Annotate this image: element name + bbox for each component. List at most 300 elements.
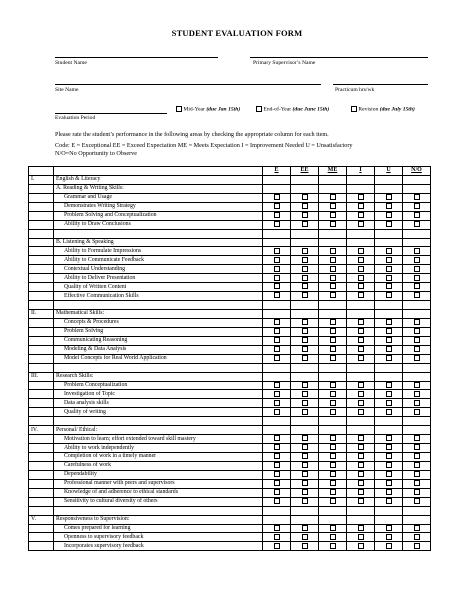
rating-checkbox-i[interactable] bbox=[358, 435, 364, 441]
rating-cell bbox=[375, 256, 403, 265]
rating-checkbox-no[interactable] bbox=[414, 489, 420, 495]
rating-cell bbox=[291, 444, 319, 453]
rating-checkbox-me[interactable] bbox=[330, 382, 336, 388]
section-number bbox=[29, 461, 54, 470]
section-number bbox=[29, 301, 54, 310]
rating-cell bbox=[347, 220, 375, 229]
rating-checkbox-i[interactable] bbox=[358, 498, 364, 504]
rating-checkbox-e[interactable] bbox=[274, 355, 280, 361]
rating-checkbox-ee[interactable] bbox=[302, 453, 308, 459]
end-year-option[interactable] bbox=[256, 106, 329, 112]
item-label bbox=[54, 363, 263, 372]
rating-checkbox-u[interactable] bbox=[386, 525, 392, 531]
rating-checkbox-me[interactable] bbox=[330, 480, 336, 486]
end-year-label: End-of-Year bbox=[263, 106, 292, 113]
rating-checkbox-u[interactable] bbox=[386, 319, 392, 325]
rating-cell bbox=[319, 399, 347, 408]
rating-checkbox-no[interactable] bbox=[414, 391, 420, 397]
rating-checkbox-u[interactable] bbox=[386, 543, 392, 549]
rating-cell bbox=[347, 426, 375, 435]
rating-cell bbox=[375, 238, 403, 247]
rating-checkbox-me[interactable] bbox=[330, 498, 336, 504]
rating-checkbox-e[interactable] bbox=[274, 471, 280, 477]
rating-cell bbox=[263, 533, 291, 542]
rating-cell bbox=[347, 506, 375, 515]
rating-checkbox-me[interactable] bbox=[330, 337, 336, 343]
rating-checkbox-i[interactable] bbox=[358, 248, 364, 254]
rating-checkbox-e[interactable] bbox=[274, 212, 280, 218]
table-row bbox=[29, 184, 431, 193]
rating-checkbox-no[interactable] bbox=[414, 355, 420, 361]
rating-checkbox-me[interactable] bbox=[330, 525, 336, 531]
rating-cell bbox=[403, 426, 431, 435]
revision-due: (due July 15th) bbox=[379, 106, 415, 113]
rating-checkbox-i[interactable] bbox=[358, 400, 364, 406]
table-row bbox=[29, 327, 431, 336]
rating-checkbox-no[interactable] bbox=[414, 462, 420, 468]
rating-checkbox-ee[interactable] bbox=[302, 275, 308, 281]
rating-cell bbox=[347, 175, 375, 184]
rating-checkbox-me[interactable] bbox=[330, 489, 336, 495]
mid-year-checkbox[interactable] bbox=[176, 106, 182, 112]
rating-checkbox-e[interactable] bbox=[274, 400, 280, 406]
rating-checkbox-me[interactable] bbox=[330, 435, 336, 441]
rating-checkbox-i[interactable] bbox=[358, 391, 364, 397]
rating-checkbox-no[interactable] bbox=[414, 257, 420, 263]
rating-cell bbox=[291, 220, 319, 229]
site-name-field[interactable] bbox=[55, 84, 321, 85]
rating-checkbox-i[interactable] bbox=[358, 444, 364, 450]
rating-checkbox-u[interactable] bbox=[386, 283, 392, 289]
rating-cell bbox=[263, 229, 291, 238]
rating-checkbox-ee[interactable] bbox=[302, 409, 308, 415]
item-label bbox=[54, 506, 263, 515]
rating-checkbox-ee[interactable] bbox=[302, 283, 308, 289]
section-number bbox=[29, 345, 54, 354]
site-name-label: Site Name bbox=[55, 87, 79, 93]
section-number bbox=[29, 292, 54, 301]
item-label: Model Concepts for Real World Application bbox=[54, 354, 263, 363]
rating-checkbox-no[interactable] bbox=[414, 319, 420, 325]
rating-checkbox-me[interactable] bbox=[330, 221, 336, 227]
rating-cell bbox=[375, 453, 403, 462]
rating-cell bbox=[319, 417, 347, 426]
rating-cell bbox=[375, 444, 403, 453]
rating-checkbox-i[interactable] bbox=[358, 292, 364, 298]
rating-checkbox-i[interactable] bbox=[358, 275, 364, 281]
rating-checkbox-ee[interactable] bbox=[302, 462, 308, 468]
rating-checkbox-ee[interactable] bbox=[302, 212, 308, 218]
rating-cell bbox=[319, 238, 347, 247]
rating-checkbox-no[interactable] bbox=[414, 275, 420, 281]
rating-cell bbox=[375, 345, 403, 354]
rating-checkbox-e[interactable] bbox=[274, 382, 280, 388]
revision-option[interactable] bbox=[351, 106, 415, 112]
section-number bbox=[29, 238, 54, 247]
rating-checkbox-i[interactable] bbox=[358, 462, 364, 468]
rating-checkbox-u[interactable] bbox=[386, 409, 392, 415]
rating-cell bbox=[347, 533, 375, 542]
rating-cell bbox=[291, 488, 319, 497]
rating-checkbox-u[interactable] bbox=[386, 337, 392, 343]
rating-checkbox-ee[interactable] bbox=[302, 346, 308, 352]
rating-cell bbox=[319, 292, 347, 301]
rating-checkbox-no[interactable] bbox=[414, 292, 420, 298]
table-row bbox=[29, 435, 431, 444]
rating-checkbox-e[interactable] bbox=[274, 248, 280, 254]
table-row bbox=[29, 265, 431, 274]
rating-cell bbox=[319, 524, 347, 533]
supervisor-name-field[interactable] bbox=[250, 57, 428, 58]
rating-checkbox-no[interactable] bbox=[414, 525, 420, 531]
rating-checkbox-e[interactable] bbox=[274, 480, 280, 486]
item-label: Problem Solving bbox=[54, 327, 263, 336]
table-row bbox=[29, 301, 431, 310]
rating-checkbox-i[interactable] bbox=[358, 319, 364, 325]
rating-checkbox-i[interactable] bbox=[358, 203, 364, 209]
rating-cell bbox=[263, 193, 291, 202]
rating-checkbox-u[interactable] bbox=[386, 203, 392, 209]
rating-cell bbox=[291, 238, 319, 247]
rating-cell bbox=[263, 265, 291, 274]
rating-cell bbox=[347, 265, 375, 274]
rating-checkbox-i[interactable] bbox=[358, 409, 364, 415]
rating-cell bbox=[291, 417, 319, 426]
student-name-field[interactable] bbox=[55, 57, 218, 58]
rating-checkbox-e[interactable] bbox=[274, 462, 280, 468]
rating-checkbox-e[interactable] bbox=[274, 489, 280, 495]
rating-checkbox-ee[interactable] bbox=[302, 248, 308, 254]
rating-checkbox-e[interactable] bbox=[274, 221, 280, 227]
rating-checkbox-u[interactable] bbox=[386, 221, 392, 227]
end-year-checkbox[interactable] bbox=[256, 106, 262, 112]
rating-checkbox-ee[interactable] bbox=[302, 194, 308, 200]
rating-checkbox-me[interactable] bbox=[330, 453, 336, 459]
rating-checkbox-me[interactable] bbox=[330, 355, 336, 361]
rating-checkbox-me[interactable] bbox=[330, 444, 336, 450]
rating-checkbox-me[interactable] bbox=[330, 534, 336, 540]
rating-checkbox-no[interactable] bbox=[414, 212, 420, 218]
table-row bbox=[29, 426, 431, 435]
rating-checkbox-u[interactable] bbox=[386, 471, 392, 477]
rating-checkbox-e[interactable] bbox=[274, 453, 280, 459]
rating-checkbox-i[interactable] bbox=[358, 355, 364, 361]
item-label: Personal/ Ethical: bbox=[54, 426, 263, 435]
rating-checkbox-u[interactable] bbox=[386, 328, 392, 334]
table-header-row bbox=[29, 167, 431, 176]
rating-checkbox-no[interactable] bbox=[414, 382, 420, 388]
rating-checkbox-u[interactable] bbox=[386, 534, 392, 540]
mid-year-option[interactable] bbox=[176, 106, 240, 112]
rating-checkbox-no[interactable] bbox=[414, 328, 420, 334]
rating-cell bbox=[319, 461, 347, 470]
rating-checkbox-u[interactable] bbox=[386, 480, 392, 486]
rating-checkbox-me[interactable] bbox=[330, 409, 336, 415]
rating-checkbox-no[interactable] bbox=[414, 248, 420, 254]
rating-checkbox-ee[interactable] bbox=[302, 498, 308, 504]
rating-checkbox-e[interactable] bbox=[274, 409, 280, 415]
rating-checkbox-i[interactable] bbox=[358, 328, 364, 334]
rating-cell bbox=[319, 229, 347, 238]
rating-checkbox-u[interactable] bbox=[386, 453, 392, 459]
rating-cell bbox=[403, 247, 431, 256]
rating-cell bbox=[263, 444, 291, 453]
rating-checkbox-ee[interactable] bbox=[302, 221, 308, 227]
rating-checkbox-ee[interactable] bbox=[302, 203, 308, 209]
rating-checkbox-me[interactable] bbox=[330, 462, 336, 468]
rating-checkbox-i[interactable] bbox=[358, 471, 364, 477]
rating-cell bbox=[291, 390, 319, 399]
section-number bbox=[29, 363, 54, 372]
rating-checkbox-u[interactable] bbox=[386, 444, 392, 450]
rating-checkbox-ee[interactable] bbox=[302, 391, 308, 397]
item-label: Professional manner with peers and supervisors bbox=[54, 479, 263, 488]
rating-checkbox-i[interactable] bbox=[358, 337, 364, 343]
rating-cell bbox=[291, 426, 319, 435]
rating-checkbox-i[interactable] bbox=[358, 453, 364, 459]
rating-cell bbox=[263, 336, 291, 345]
table-row bbox=[29, 354, 431, 363]
rating-checkbox-i[interactable] bbox=[358, 212, 364, 218]
rating-checkbox-ee[interactable] bbox=[302, 400, 308, 406]
rating-cell bbox=[403, 524, 431, 533]
rating-checkbox-e[interactable] bbox=[274, 203, 280, 209]
rating-checkbox-me[interactable] bbox=[330, 283, 336, 289]
rating-checkbox-i[interactable] bbox=[358, 221, 364, 227]
rating-cell bbox=[375, 193, 403, 202]
rating-checkbox-ee[interactable] bbox=[302, 319, 308, 325]
rating-checkbox-no[interactable] bbox=[414, 337, 420, 343]
rating-checkbox-me[interactable] bbox=[330, 212, 336, 218]
rating-checkbox-ee[interactable] bbox=[302, 471, 308, 477]
rating-checkbox-u[interactable] bbox=[386, 355, 392, 361]
item-label bbox=[54, 301, 263, 310]
section-number bbox=[29, 524, 54, 533]
rating-cell bbox=[375, 318, 403, 327]
rating-checkbox-e[interactable] bbox=[274, 543, 280, 549]
rating-cell bbox=[291, 247, 319, 256]
rating-checkbox-u[interactable] bbox=[386, 266, 392, 272]
rating-checkbox-u[interactable] bbox=[386, 498, 392, 504]
rating-cell bbox=[291, 363, 319, 372]
rating-checkbox-i[interactable] bbox=[358, 525, 364, 531]
rating-cell bbox=[347, 488, 375, 497]
rating-checkbox-e[interactable] bbox=[274, 292, 280, 298]
column-header-no: N/O bbox=[403, 167, 431, 176]
rating-checkbox-me[interactable] bbox=[330, 275, 336, 281]
table-row bbox=[29, 399, 431, 408]
rating-checkbox-me[interactable] bbox=[330, 194, 336, 200]
rating-checkbox-e[interactable] bbox=[274, 337, 280, 343]
rating-cell bbox=[319, 211, 347, 220]
rating-checkbox-ee[interactable] bbox=[302, 525, 308, 531]
evaluation-period-field[interactable] bbox=[55, 113, 167, 114]
rating-checkbox-no[interactable] bbox=[414, 453, 420, 459]
rating-checkbox-no[interactable] bbox=[414, 471, 420, 477]
rating-checkbox-ee[interactable] bbox=[302, 480, 308, 486]
item-label: B. Listening & Speaking bbox=[54, 238, 263, 247]
rating-checkbox-ee[interactable] bbox=[302, 489, 308, 495]
rating-checkbox-ee[interactable] bbox=[302, 444, 308, 450]
rating-checkbox-e[interactable] bbox=[274, 275, 280, 281]
rating-checkbox-me[interactable] bbox=[330, 266, 336, 272]
rating-checkbox-no[interactable] bbox=[414, 194, 420, 200]
rating-checkbox-i[interactable] bbox=[358, 257, 364, 263]
rating-checkbox-e[interactable] bbox=[274, 283, 280, 289]
rating-cell bbox=[291, 533, 319, 542]
rating-cell bbox=[263, 399, 291, 408]
rating-checkbox-i[interactable] bbox=[358, 266, 364, 272]
rating-cell bbox=[403, 220, 431, 229]
rating-cell bbox=[403, 310, 431, 319]
rating-cell bbox=[403, 417, 431, 426]
rating-checkbox-no[interactable] bbox=[414, 400, 420, 406]
rating-checkbox-no[interactable] bbox=[414, 534, 420, 540]
rating-checkbox-me[interactable] bbox=[330, 203, 336, 209]
rating-checkbox-i[interactable] bbox=[358, 543, 364, 549]
item-label: Quality of Written Content bbox=[54, 283, 263, 292]
rating-checkbox-e[interactable] bbox=[274, 346, 280, 352]
rating-cell bbox=[291, 336, 319, 345]
rating-cell bbox=[319, 426, 347, 435]
rating-checkbox-i[interactable] bbox=[358, 194, 364, 200]
rating-checkbox-u[interactable] bbox=[386, 435, 392, 441]
rating-checkbox-i[interactable] bbox=[358, 480, 364, 486]
table-row bbox=[29, 310, 431, 319]
rating-checkbox-u[interactable] bbox=[386, 391, 392, 397]
rating-checkbox-e[interactable] bbox=[274, 525, 280, 531]
rating-checkbox-u[interactable] bbox=[386, 462, 392, 468]
rating-cell bbox=[291, 202, 319, 211]
rating-cell bbox=[319, 345, 347, 354]
rating-checkbox-e[interactable] bbox=[274, 266, 280, 272]
rating-checkbox-ee[interactable] bbox=[302, 266, 308, 272]
rating-checkbox-u[interactable] bbox=[386, 382, 392, 388]
section-number bbox=[29, 283, 54, 292]
rating-checkbox-me[interactable] bbox=[330, 391, 336, 397]
rating-checkbox-i[interactable] bbox=[358, 489, 364, 495]
rating-checkbox-me[interactable] bbox=[330, 328, 336, 334]
rating-cell bbox=[347, 274, 375, 283]
rating-checkbox-e[interactable] bbox=[274, 435, 280, 441]
rating-checkbox-ee[interactable] bbox=[302, 257, 308, 263]
rating-checkbox-ee[interactable] bbox=[302, 292, 308, 298]
rating-checkbox-e[interactable] bbox=[274, 498, 280, 504]
item-label: Ability to Deliver Presentation bbox=[54, 274, 263, 283]
rating-checkbox-u[interactable] bbox=[386, 346, 392, 352]
rating-checkbox-u[interactable] bbox=[386, 248, 392, 254]
rating-checkbox-no[interactable] bbox=[414, 435, 420, 441]
rating-checkbox-i[interactable] bbox=[358, 382, 364, 388]
rating-checkbox-no[interactable] bbox=[414, 444, 420, 450]
rating-checkbox-me[interactable] bbox=[330, 400, 336, 406]
rating-cell bbox=[319, 497, 347, 506]
rating-cell bbox=[403, 175, 431, 184]
section-number bbox=[29, 444, 54, 453]
rating-checkbox-ee[interactable] bbox=[302, 435, 308, 441]
rating-cell bbox=[263, 318, 291, 327]
rating-cell bbox=[291, 292, 319, 301]
rating-cell bbox=[319, 354, 347, 363]
rating-checkbox-i[interactable] bbox=[358, 346, 364, 352]
rating-cell bbox=[403, 336, 431, 345]
section-number bbox=[29, 417, 54, 426]
rating-cell bbox=[263, 453, 291, 462]
rating-cell bbox=[347, 184, 375, 193]
rating-checkbox-no[interactable] bbox=[414, 543, 420, 549]
rating-checkbox-u[interactable] bbox=[386, 212, 392, 218]
rating-checkbox-u[interactable] bbox=[386, 292, 392, 298]
rating-cell bbox=[291, 497, 319, 506]
rating-cell bbox=[319, 283, 347, 292]
rating-checkbox-e[interactable] bbox=[274, 391, 280, 397]
rating-checkbox-ee[interactable] bbox=[302, 382, 308, 388]
rating-cell bbox=[263, 524, 291, 533]
rating-checkbox-me[interactable] bbox=[330, 319, 336, 325]
rating-checkbox-ee[interactable] bbox=[302, 337, 308, 343]
rating-cell bbox=[263, 381, 291, 390]
rating-checkbox-i[interactable] bbox=[358, 283, 364, 289]
rating-cell bbox=[347, 381, 375, 390]
rating-checkbox-me[interactable] bbox=[330, 346, 336, 352]
revision-checkbox[interactable] bbox=[351, 106, 357, 112]
rating-checkbox-u[interactable] bbox=[386, 489, 392, 495]
rating-cell bbox=[375, 479, 403, 488]
rating-checkbox-ee[interactable] bbox=[302, 534, 308, 540]
rating-checkbox-u[interactable] bbox=[386, 400, 392, 406]
rating-checkbox-no[interactable] bbox=[414, 203, 420, 209]
rating-checkbox-e[interactable] bbox=[274, 444, 280, 450]
rating-checkbox-no[interactable] bbox=[414, 266, 420, 272]
rating-checkbox-me[interactable] bbox=[330, 248, 336, 254]
rating-checkbox-no[interactable] bbox=[414, 346, 420, 352]
section-number bbox=[29, 318, 54, 327]
table-row bbox=[29, 506, 431, 515]
rating-cell bbox=[375, 533, 403, 542]
rating-checkbox-e[interactable] bbox=[274, 194, 280, 200]
rating-cell bbox=[291, 265, 319, 274]
rating-checkbox-u[interactable] bbox=[386, 275, 392, 281]
rating-checkbox-me[interactable] bbox=[330, 292, 336, 298]
rating-checkbox-no[interactable] bbox=[414, 498, 420, 504]
rating-checkbox-u[interactable] bbox=[386, 194, 392, 200]
rating-checkbox-u[interactable] bbox=[386, 257, 392, 263]
rating-checkbox-ee[interactable] bbox=[302, 328, 308, 334]
item-label: Data analysis skills bbox=[54, 399, 263, 408]
rating-checkbox-ee[interactable] bbox=[302, 543, 308, 549]
practicum-field[interactable] bbox=[333, 84, 428, 85]
rating-checkbox-no[interactable] bbox=[414, 409, 420, 415]
rating-checkbox-e[interactable] bbox=[274, 257, 280, 263]
evaluation-table bbox=[28, 166, 431, 551]
rating-cell bbox=[263, 408, 291, 417]
rating-checkbox-no[interactable] bbox=[414, 221, 420, 227]
rating-checkbox-ee[interactable] bbox=[302, 355, 308, 361]
rating-checkbox-no[interactable] bbox=[414, 480, 420, 486]
rating-cell bbox=[403, 435, 431, 444]
section-number bbox=[29, 453, 54, 462]
rating-checkbox-no[interactable] bbox=[414, 283, 420, 289]
rating-checkbox-i[interactable] bbox=[358, 534, 364, 540]
rating-checkbox-e[interactable] bbox=[274, 328, 280, 334]
rating-checkbox-me[interactable] bbox=[330, 257, 336, 263]
rating-checkbox-e[interactable] bbox=[274, 319, 280, 325]
rating-cell bbox=[263, 488, 291, 497]
rating-checkbox-e[interactable] bbox=[274, 534, 280, 540]
rating-checkbox-me[interactable] bbox=[330, 471, 336, 477]
rating-cell bbox=[403, 506, 431, 515]
rating-checkbox-me[interactable] bbox=[330, 543, 336, 549]
